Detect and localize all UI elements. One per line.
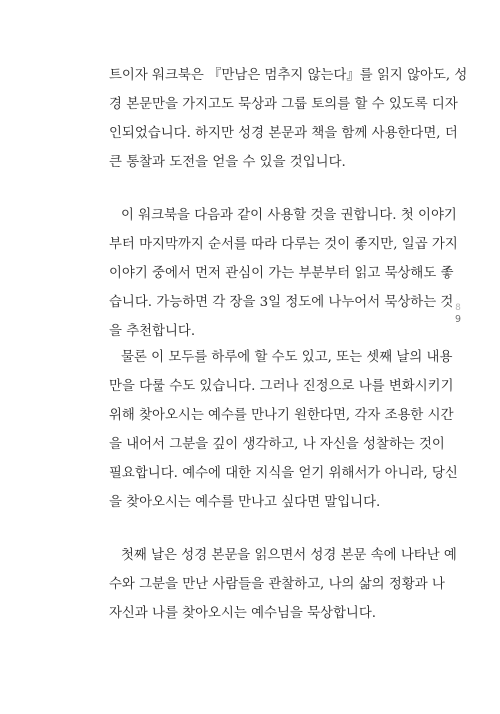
page-number-left: 8 [455,303,461,313]
text-line: 이 워크북을 다음과 같이 사용할 것을 권합니다. 첫 이야기 [121,208,457,223]
text-line: 만을 다룰 수도 있습니다. 그러나 진정으로 나를 변화시키기 [109,379,454,394]
text-line: 을 찾아오시는 예수를 만나고 싶다면 말입니다. [109,495,381,510]
text-line: 첫째 날은 성경 본문을 읽으면서 성경 본문 속에 나타난 예 [121,548,457,563]
text-line: 자신과 나를 찾아오시는 예수님을 묵상합니다. [109,606,377,621]
text-line: 큰 통찰과 도전을 얻을 수 있을 것입니다. [109,155,346,170]
page-number-right: 9 [454,314,462,325]
text-line: 을 내어서 그분을 깊이 생각하고, 나 자신을 성찰하는 것이 [109,437,445,452]
text-line: 인되었습니다. 하지만 성경 본문과 책을 함께 사용한다면, 더 [109,126,458,141]
text-line: 위해 찾아오시는 예수를 만나기 원한다면, 각자 조용한 시간 [109,408,454,423]
text-line: 을 추천합니다. [109,324,196,339]
text-line: 부터 마지막까지 순서를 따라 다루는 것이 좋지만, 일곱 가지 [109,237,458,252]
text-line: 습니다. 가능하면 각 장을 3일 정도에 나누어서 묵상하는 것 [109,295,454,310]
text-line: 경 본문만을 가지고도 묵상과 그룹 토의를 할 수 있도록 디자 [109,97,458,112]
text-line: 이야기 중에서 먼저 관심이 가는 부분부터 읽고 묵상해도 좋 [109,266,454,281]
text-line: 물론 이 모두를 하루에 할 수도 있고, 또는 셋째 날의 내용 [121,350,453,365]
text-line: 트이자 워크북은 『만남은 멈추지 않는다』를 읽지 않아도, 성 [109,68,468,83]
text-line: 수와 그분을 만난 사람들을 관찰하고, 나의 삶의 정황과 나 [109,577,445,592]
text-line: 필요합니다. 예수에 대한 지식을 얻기 위해서가 아니라, 당신 [109,466,458,481]
